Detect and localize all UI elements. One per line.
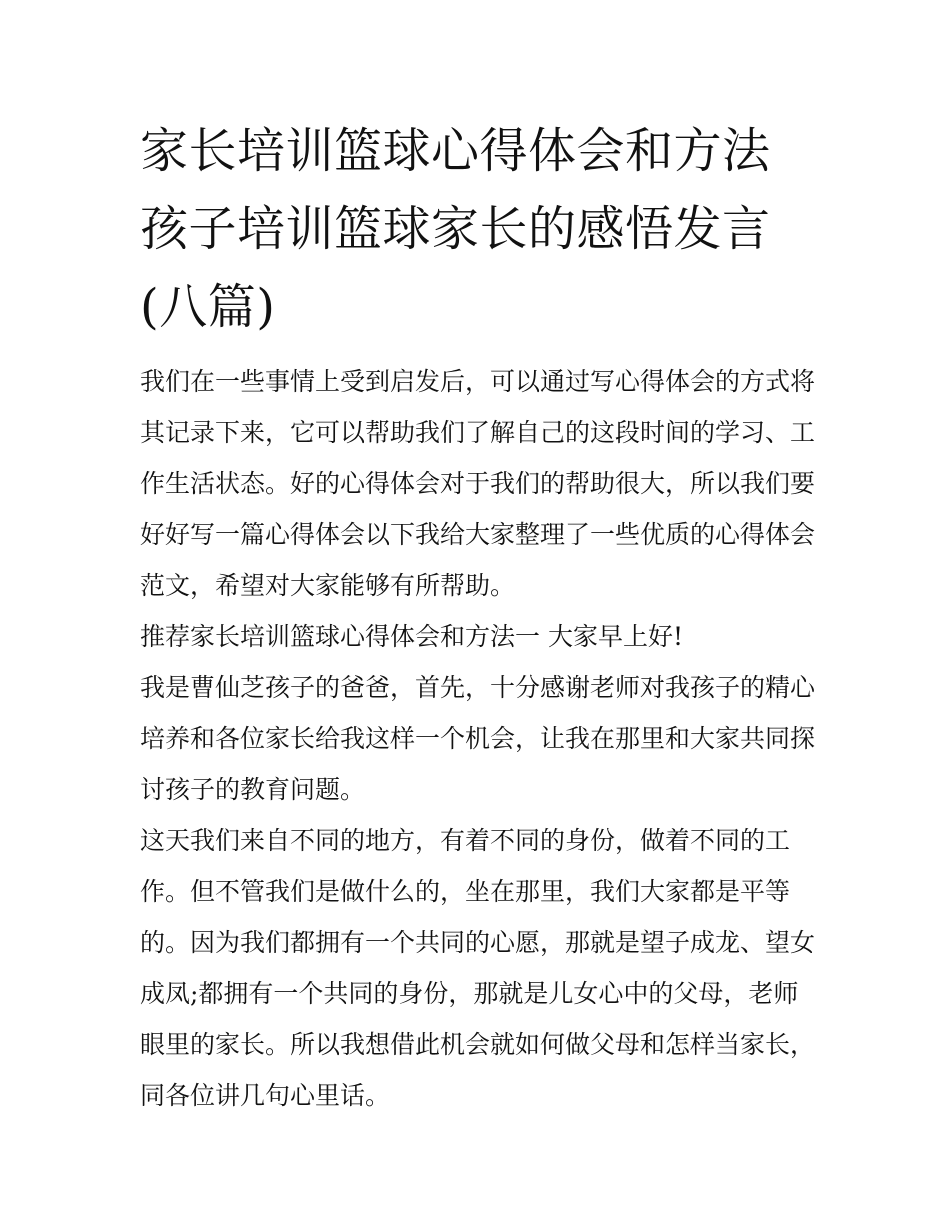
document-body	[140, 112, 815, 1121]
text-line: 推荐家长培训篮球心得体会和方法一 大家早上好!	[140, 622, 683, 651]
text-line: 范文，希望对大家能够有所帮助。	[140, 571, 516, 600]
title-line-3: (八篇)	[140, 279, 276, 335]
intro-paragraph	[140, 356, 815, 611]
text-line: 培养和各位家长给我这样一个机会，让我在那里和大家共同探	[140, 724, 816, 753]
title-line-2: 孩子培训篮球家长的感悟发言	[140, 201, 771, 257]
text-line: 作生活状态。好的心得体会对于我们的帮助很大，所以我们要	[140, 469, 816, 498]
text-line: 讨孩子的教育问题。	[140, 775, 366, 804]
text-line: 作。但不管我们是做什么的，坐在那里，我们大家都是平等	[140, 877, 791, 906]
text-line: 同各位讲几句心里话。	[140, 1081, 391, 1110]
text-line: 我们在一些事情上受到启发后，可以通过写心得体会的方式将	[140, 367, 816, 396]
text-line: 成凤;都拥有一个共同的身份，那就是儿女心中的父母，老师	[140, 979, 799, 1008]
section-heading-paragraph	[140, 611, 815, 662]
text-line: 我是曹仙芝孩子的爸爸，首先，十分感谢老师对我孩子的精心	[140, 673, 816, 702]
text-line: 这天我们来自不同的地方，有着不同的身份，做着不同的工	[140, 826, 791, 855]
speech-paragraph-1	[140, 662, 815, 815]
speech-paragraph-2	[140, 815, 815, 1121]
text-line: 的。因为我们都拥有一个共同的心愿，那就是望子成龙、望女	[140, 928, 816, 957]
text-line: 其记录下来，它可以帮助我们了解自己的这段时间的学习、工	[140, 418, 816, 447]
text-line: 眼里的家长。所以我想借此机会就如何做父母和怎样当家长，	[140, 1030, 816, 1059]
text-line: 好好写一篇心得体会以下我给大家整理了一些优质的心得体会	[140, 520, 816, 549]
document-title	[140, 112, 815, 346]
title-line-1: 家长培训篮球心得体会和方法	[140, 123, 771, 179]
